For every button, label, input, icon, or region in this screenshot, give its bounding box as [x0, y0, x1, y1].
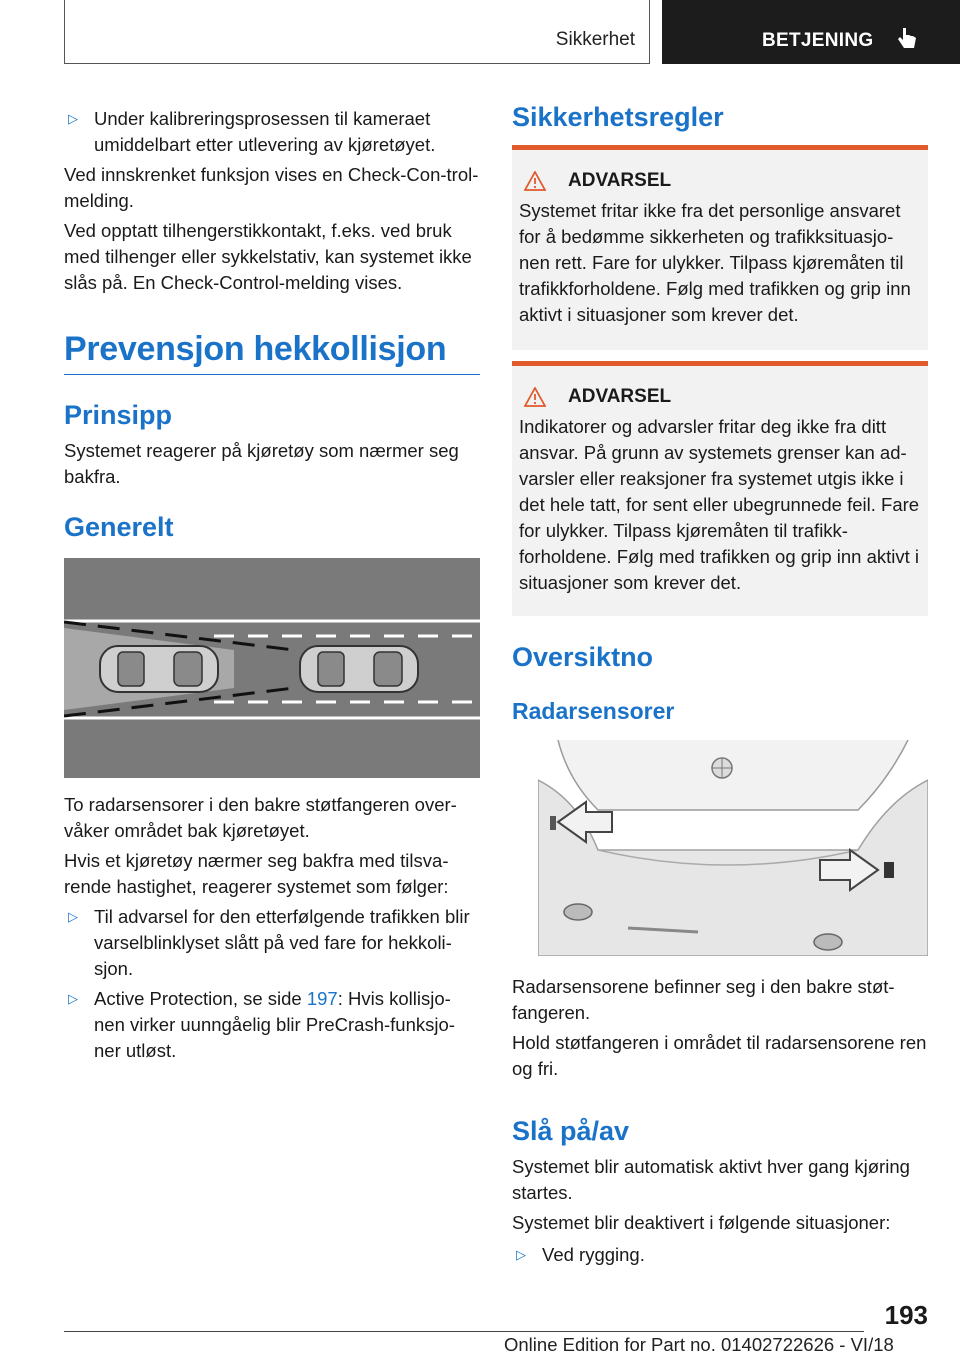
warning-box [512, 145, 928, 350]
paragraph: Ved innskrenket funksjon vises en Check-Con‐trol-melding. [64, 164, 479, 211]
car-front [300, 646, 418, 692]
section-title: Sikkerhet [555, 29, 635, 50]
list-item [64, 986, 480, 1064]
paragraph: Systemet blir deaktivert i følgende situasjoner: [512, 1212, 891, 1233]
warning-text: Indikatorer og advarsler fritar deg ikke fra ditt ansvar. På grunn av systemets grenser kan ad‐varsler eller reaksjoner fra systemet utgis ikke i det hele tatt, for sent eller ubegrunnede feil. Fare for ulykker. Tilpass kjøremåten til trafikk‐forholdene. Følg med trafikken og grip inn aktivt i situasjoner som krever det. [519, 416, 920, 593]
list-item [64, 904, 480, 982]
warning-header [512, 366, 928, 408]
warning-text: Systemet fritar ikke fra det personlige ansvaret for å bedømme sikkerheten og trafikksituasjo‐nen rett. Fare for ulykker. Tilpass kjøremåten til trafikkforholdene. Følg med trafikken og grip inn aktivt i situasjoner som krever det. [519, 200, 911, 325]
warning-triangle-icon [524, 387, 546, 407]
list-item-text: Active Protection, se side [94, 988, 307, 1009]
section-heading: Prevensjon hekkollisjon [64, 330, 447, 368]
page-number: 193 [884, 1300, 928, 1330]
edition-footer: Online Edition for Part no. 01402722626 - VI/18 [504, 1334, 894, 1355]
heading-rule [64, 374, 480, 375]
list-item [64, 106, 480, 158]
subheading-principle: Prinsipp [64, 400, 173, 430]
paragraph: To radarsensorer i den bakre støtfangeren over‐våker området bak kjøretøyet. [64, 794, 457, 841]
triangle-bullet-icon: ▷ [68, 909, 78, 924]
rear-collision-diagram [64, 558, 480, 778]
subheading-on-off: Slå på/av [512, 1116, 630, 1146]
warning-label: ADVARSEL [568, 386, 672, 407]
paragraph: Systemet reagerer på kjøretøy som nærmer seg bakfra. [64, 440, 459, 487]
paragraph: Ved opptatt tilhengerstikkontakt, f.eks. ved bruk med tilhenger eller sykkelstativ, kan systemet ikke slås på. En Check-Control-melding vises. [64, 220, 472, 293]
paragraph: Hold støtfangeren i området til radarsensorene ren og fri. [512, 1032, 927, 1079]
paragraph: Hvis et kjøretøy nærmer seg bakfra med tilsva‐rende hastighet, reagerer systemet som følger: [64, 850, 449, 897]
rear-bumper-illustration [538, 740, 928, 956]
chapter-tab [662, 0, 960, 64]
subheading-overview: Oversiktno [512, 642, 654, 672]
warning-label: ADVARSEL [568, 170, 672, 191]
list-item-text: Ved rygging. [542, 1244, 645, 1265]
triangle-bullet-icon: ▷ [68, 111, 78, 126]
page-link[interactable]: 197 [306, 988, 338, 1009]
warning-triangle-icon [524, 171, 546, 191]
section-tab [64, 0, 650, 64]
list-item [512, 1242, 928, 1268]
chapter-title: BETJENING [762, 30, 874, 51]
subheading-safety-rules: Sikkerhetsregler [512, 102, 724, 132]
triangle-bullet-icon: ▷ [68, 991, 78, 1006]
hand-pointer-icon [896, 26, 918, 52]
paragraph: Radarsensorene befinner seg i den bakre støt‐fangeren. [512, 976, 895, 1023]
car-rear [100, 646, 218, 692]
list-item-text: : Hvis kollisjo‐nen virker uunngåelig blir PreCrash-funksjo‐ner utløst. [94, 988, 455, 1061]
subheading-general: Generelt [64, 512, 174, 542]
footer-rule [64, 1331, 864, 1332]
triangle-bullet-icon: ▷ [516, 1247, 526, 1262]
subheading-radar-sensors: Radarsensorer [512, 698, 675, 724]
paragraph: Systemet blir automatisk aktivt hver gang kjøring startes. [512, 1156, 910, 1203]
warning-box [512, 361, 928, 616]
warning-header [512, 150, 928, 192]
list-item-text: Til advarsel for den etterfølgende trafikken blir varselblinklyset slått på ved fare for hekkoli‐sjon. [94, 906, 470, 979]
list-item-text: Under kalibreringsprosessen til kameraet umiddelbart etter utlevering av kjøretøyet. [94, 108, 436, 155]
